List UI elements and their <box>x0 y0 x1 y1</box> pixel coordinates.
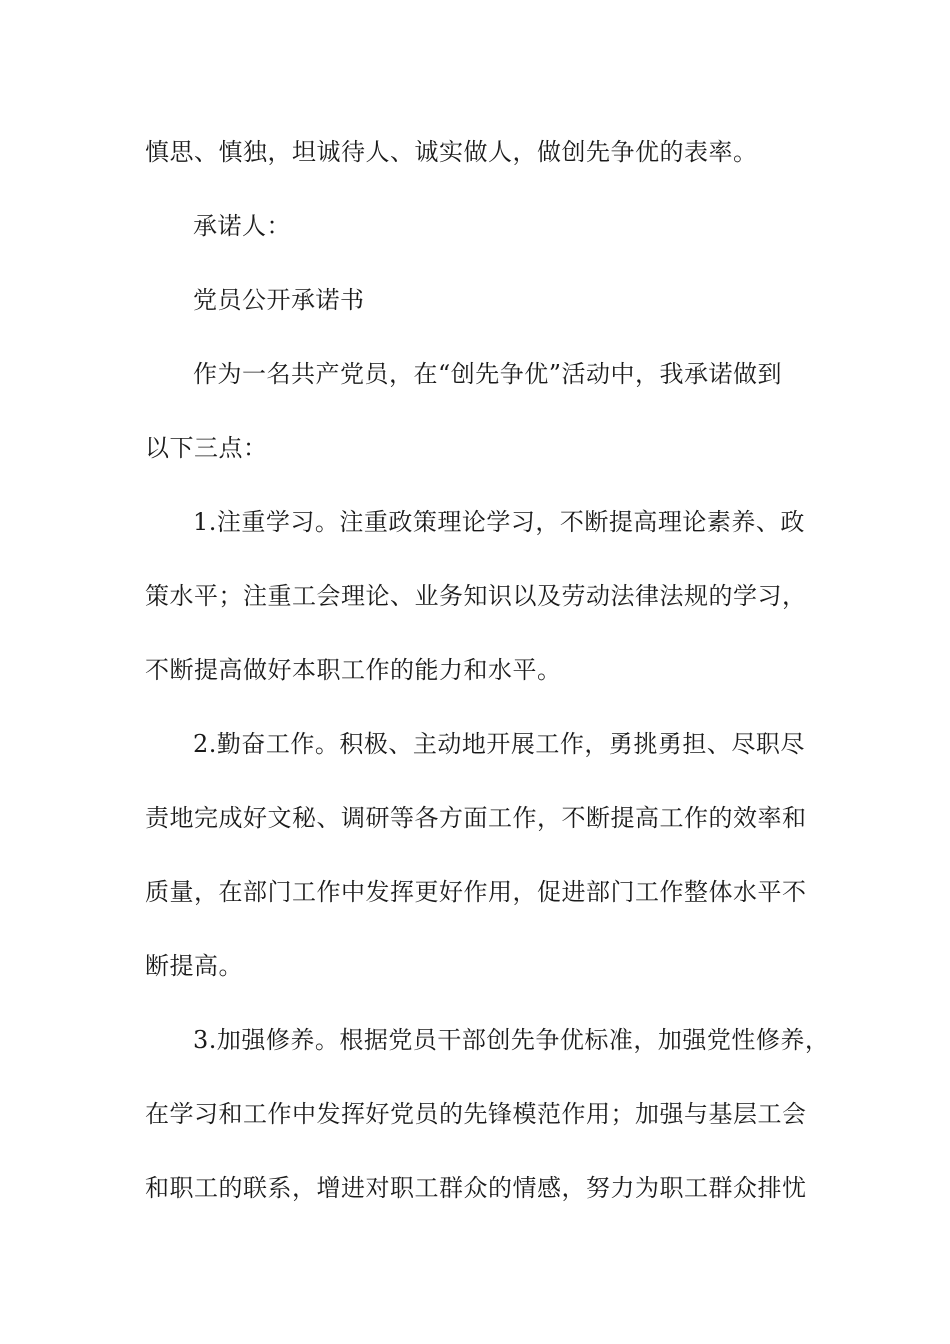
text-line: 策水平；注重工会理论、业务知识以及劳动法律法规的学习， <box>145 582 807 610</box>
text-line: 质量，在部门工作中发挥更好作用，促进部门工作整体水平不 <box>145 878 807 906</box>
text-line: 以下三点： <box>145 434 268 462</box>
text-line: 和职工的联系，增进对职工群众的情感，努力为职工群众排忧 <box>145 1174 807 1202</box>
text-line: 在学习和工作中发挥好党员的先锋模范作用；加强与基层工会 <box>145 1100 807 1128</box>
text-line: 断提高。 <box>145 952 243 980</box>
document-title: 党员公开承诺书 <box>193 286 365 314</box>
text-line: 慎思、慎独，坦诚待人、诚实做人，做创先争优的表率。 <box>145 138 758 166</box>
text-line: 作为一名共产党员，在“创先争优”活动中，我承诺做到 <box>193 360 783 388</box>
text-line: 3.加强修养。根据党员干部创先争优标准，加强党性修养， <box>193 1026 830 1054</box>
signatory-label: 承诺人： <box>193 212 291 240</box>
text-line: 2.勤奋工作。积极、主动地开展工作，勇挑勇担、尽职尽 <box>193 730 805 758</box>
text-line: 责地完成好文秘、调研等各方面工作，不断提高工作的效率和 <box>145 804 807 832</box>
text-line: 1.注重学习。注重政策理论学习，不断提高理论素养、政 <box>193 508 805 536</box>
text-line: 不断提高做好本职工作的能力和水平。 <box>145 656 562 684</box>
